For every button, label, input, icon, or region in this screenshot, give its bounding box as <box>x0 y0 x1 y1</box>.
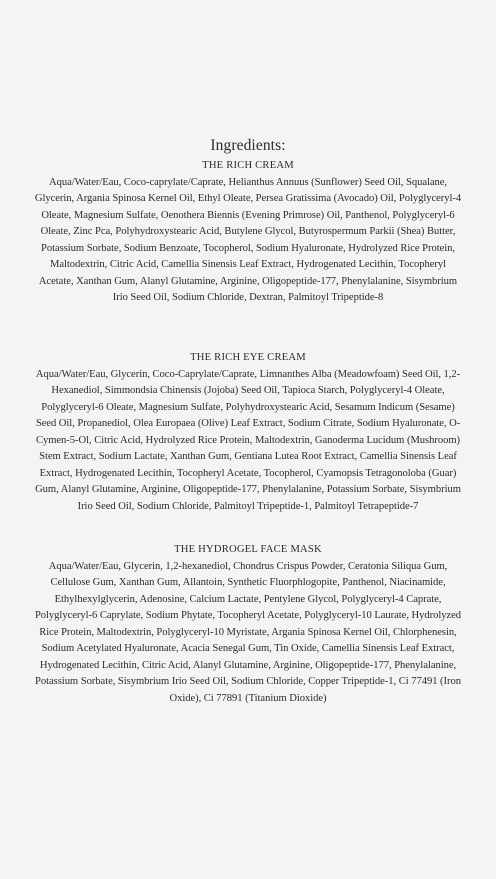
section-hydrogel-face-mask <box>34 542 462 707</box>
section-title: THE RICH CREAM <box>202 160 294 171</box>
section-rich-cream <box>34 158 462 307</box>
section-title: THE HYDROGEL FACE MASK <box>174 544 322 555</box>
ingredients-heading: Ingredients: <box>210 137 286 154</box>
section-title: THE RICH EYE CREAM <box>190 352 306 363</box>
section-rich-eye-cream <box>34 350 462 515</box>
ingredient-list: Aqua/Water/Eau, Glycerin, Coco-Caprylate/Caprate, Limnanthes Alba (Meadowfoam) Seed Oil, 1,2-Hexanediol, Simmondsia Chinensis (Jojoba) Seed Oil, Tapioca Starch, Polyglyceryl-4 Oleate, Polyglyceryl-6 Oleate, Magnesium Sulfate, Polyhydroxystearic Acid, Sesamum Indicum (Sesame) Seed Oil, Propanediol, Olea Europaea (Olive) Leaf Extract, Sodium Citrate, Sodium Hyaluronate, O-Cymen-5-Ol, Citric Acid, Hydrolyzed Rice Protein, Maltodextrin, Ganoderma Lucidum (Mushroom) Stem Extract, Sodium Lactate, Xanthan Gum, Gentiana Lutea Root Extract, Camellia Sinensis Leaf Extract, Hydrogenated Lecithin, Tocopheryl Acetate, Tocopherol, Cyamopsis Tetragonoloba (Guar) Gum, Alanyl Glutamine, Arginine, Oligopeptide-177, Phenylalanine, Potassium Sorbate, Sisymbrium Irio Seed Oil, Sodium Chloride, Palmitoyl Tripeptide-1, Palmitoyl Tetrapeptide-7 <box>35 368 461 512</box>
ingredient-list: Aqua/Water/Eau, Glycerin, 1,2-hexanediol, Chondrus Crispus Powder, Ceratonia Siliqua Gum, Cellulose Gum, Xanthan Gum, Allantoin, Synthetic Fluorphlogopite, Panthenol, Niacinamide, Ethylhexylglycerin, Adenosine, Calcium Lactate, Pentylene Glycol, Polyglyceryl-4 Caprate, Polyglyceryl-6 Caprylate, Sodium Phytate, Tocopheryl Acetate, Polyglyceryl-10 Laurate, Hydrolyzed Rice Protein, Maltodextrin, Polyglyceryl-10 Myristate, Argania Spinosa Kernel Oil, Chlorphenesin, Sodium Acetylated Hyaluronate, Acacia Senegal Gum, Tin Oxide, Camellia Sinensis Leaf Extract, Hydrogenated Lecithin, Citric Acid, Alanyl Glutamine, Arginine, Oligopeptide-177, Phenylalanine, Potassium Sorbate, Sisymbrium Irio Seed Oil, Sodium Chloride, Copper Tripeptide-1, Ci 77491 (Iron Oxide), Ci 77891 (Titanium Dioxide) <box>34 560 462 704</box>
ingredient-list: Aqua/Water/Eau, Coco-caprylate/Caprate, Helianthus Annuus (Sunflower) Seed Oil, Squalane, Glycerin, Argania Spinosa Kernel Oil, Ethyl Oleate, Persea Gratissima (Avocado) Oil, Polyglyceryl-4 Oleate, Magnesium Sulfate, Oenothera Biennis (Evening Primrose) Oil, Panthenol, Polyglyceryl-6 Oleate, Zinc Pca, Polyhydroxystearic Acid, Butylene Glycol, Butyrospermum Parkii (Shea) Butter, Potassium Sorbate, Sodium Benzoate, Tocopherol, Sodium Hyaluronate, Hydrolyzed Rice Protein, Maltodextrin, Citric Acid, Camellia Sinensis Leaf Extract, Hydrogenated Lecithin, Tocopheryl Acetate, Xanthan Gum, Alanyl Glutamine, Arginine, Oligopeptide-177, Phenylalanine, Sisymbrium Irio Seed Oil, Sodium Chloride, Dextran, Palmitoyl Tripeptide-8 <box>34 176 462 304</box>
